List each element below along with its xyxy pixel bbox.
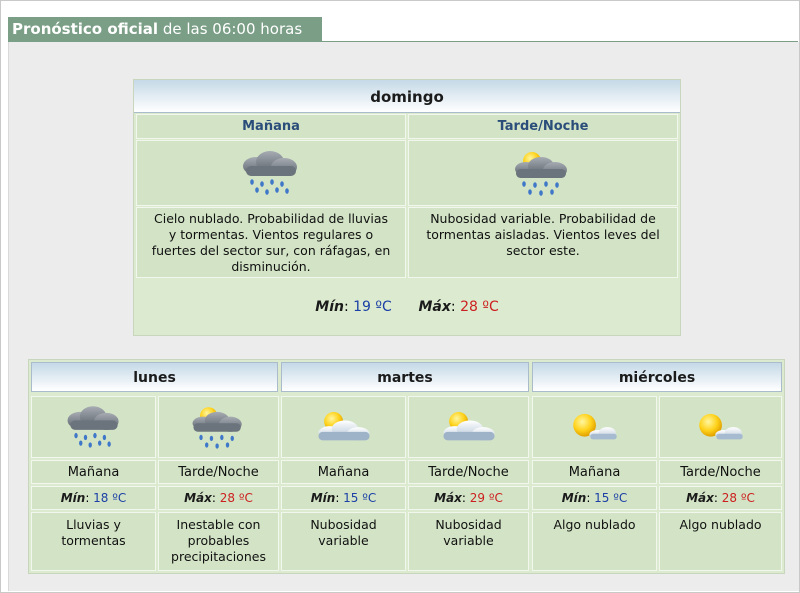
today-evening-description: Nubosidad variable. Probabilidad de tormentas aisladas. Vientos leves del sector este. bbox=[426, 211, 660, 258]
today-morning-description: Cielo nublado. Probabilidad de lluvias y tormentas. Vientos regulares o fuertes del sector sur, con ráfagas, en disminución. bbox=[151, 211, 391, 274]
min-value: 15 ºC bbox=[594, 491, 628, 505]
period-description: Nubosidad variable bbox=[435, 517, 502, 548]
header-title-time: de las 06:00 horas bbox=[158, 20, 303, 38]
today-min-value: 19 ºC bbox=[353, 299, 392, 315]
lunes-evening-label-cell bbox=[158, 460, 279, 484]
period-description: Nubosidad variable bbox=[310, 517, 377, 548]
period-description: Algo nublado bbox=[553, 517, 636, 532]
today-morning-label: Mañana bbox=[242, 119, 300, 134]
period-description: Algo nublado bbox=[679, 517, 762, 532]
martes-morning-label-cell bbox=[281, 460, 406, 484]
miercoles-morning-description-cell bbox=[532, 512, 657, 571]
day-header-martes: martes bbox=[281, 362, 529, 392]
lunes-evening-description-cell bbox=[158, 512, 279, 571]
max-label: Máx bbox=[184, 491, 212, 505]
max-temperature: Máx: 28 ºC bbox=[184, 491, 253, 505]
martes-max-cell bbox=[408, 486, 529, 510]
min-label: Mín bbox=[60, 491, 86, 505]
max-value: 28 ºC bbox=[219, 491, 253, 505]
today-morning-header bbox=[136, 114, 406, 139]
lunes-evening-icon-cell bbox=[158, 396, 279, 458]
sun-cloud-icon bbox=[434, 407, 504, 451]
max-temperature: Máx: 29 ºC bbox=[434, 491, 503, 505]
martes-morning-icon-cell bbox=[281, 396, 406, 458]
today-min-label: Mín bbox=[315, 299, 344, 315]
sun-rain-cloud-icon bbox=[506, 149, 580, 199]
period-label: Mañana bbox=[568, 465, 621, 480]
max-value: 29 ºC bbox=[469, 491, 503, 505]
rain-cloud-icon bbox=[234, 149, 308, 199]
period-description: Inestable con probables precipitaciones bbox=[171, 517, 266, 564]
miercoles-max-cell bbox=[659, 486, 782, 510]
day-header-lunes: lunes bbox=[31, 362, 278, 392]
miercoles-morning-label-cell bbox=[532, 460, 657, 484]
header-divider bbox=[8, 41, 798, 42]
min-label: Mín bbox=[310, 491, 336, 505]
period-label: Tarde/Noche bbox=[178, 465, 259, 480]
today-day-header: domingo bbox=[134, 80, 680, 113]
today-morning-icon-cell bbox=[136, 140, 406, 206]
miercoles-min-cell bbox=[532, 486, 657, 510]
miercoles-evening-icon-cell bbox=[659, 396, 782, 458]
lunes-morning-description-cell bbox=[31, 512, 156, 571]
max-label: Máx bbox=[434, 491, 462, 505]
min-temperature: Mín: 18 ºC bbox=[60, 491, 127, 505]
martes-evening-description-cell bbox=[408, 512, 529, 571]
rain-cloud-icon bbox=[59, 403, 129, 453]
extended-forecast-table bbox=[28, 359, 785, 574]
min-value: 18 ºC bbox=[93, 491, 127, 505]
lunes-morning-label-cell bbox=[31, 460, 156, 484]
martes-morning-description-cell bbox=[281, 512, 406, 571]
miercoles-morning-icon-cell bbox=[532, 396, 657, 458]
sun-small-cloud-icon bbox=[560, 407, 630, 451]
header-spacer bbox=[322, 17, 798, 41]
miercoles-evening-description-cell bbox=[659, 512, 782, 571]
header-title-bold: Pronóstico oficial bbox=[12, 20, 159, 38]
today-evening-header bbox=[408, 114, 678, 139]
today-forecast-panel bbox=[133, 79, 681, 336]
today-temperature-range: Mín: 19 ºC Máx: 28 ºC bbox=[315, 299, 499, 315]
today-evening-description-cell bbox=[408, 207, 678, 278]
min-temperature: Mín: 15 ºC bbox=[561, 491, 628, 505]
min-label: Mín bbox=[561, 491, 587, 505]
today-evening-icon-cell bbox=[408, 140, 678, 206]
max-temperature: Máx: 28 ºC bbox=[686, 491, 755, 505]
period-label: Mañana bbox=[67, 465, 120, 480]
day-header-miercoles: miércoles bbox=[532, 362, 782, 392]
today-max-label: Máx bbox=[418, 299, 451, 315]
min-value: 15 ºC bbox=[343, 491, 377, 505]
today-evening-label: Tarde/Noche bbox=[497, 119, 589, 134]
miercoles-evening-label-cell bbox=[659, 460, 782, 484]
forecast-header bbox=[8, 17, 322, 41]
period-label: Mañana bbox=[317, 465, 370, 480]
period-description: Lluvias y tormentas bbox=[61, 517, 126, 548]
period-label: Tarde/Noche bbox=[428, 465, 509, 480]
martes-evening-icon-cell bbox=[408, 396, 529, 458]
sun-small-cloud-icon bbox=[686, 407, 756, 451]
sun-rain-cloud-icon bbox=[184, 403, 254, 453]
lunes-min-cell bbox=[31, 486, 156, 510]
lunes-max-cell bbox=[158, 486, 279, 510]
today-max-value: 28 ºC bbox=[460, 299, 499, 315]
max-value: 28 ºC bbox=[721, 491, 755, 505]
martes-evening-label-cell bbox=[408, 460, 529, 484]
min-temperature: Mín: 15 ºC bbox=[310, 491, 377, 505]
today-morning-description-cell bbox=[136, 207, 406, 278]
martes-min-cell bbox=[281, 486, 406, 510]
max-label: Máx bbox=[686, 491, 714, 505]
lunes-morning-icon-cell bbox=[31, 396, 156, 458]
sun-cloud-icon bbox=[309, 407, 379, 451]
period-label: Tarde/Noche bbox=[680, 465, 761, 480]
